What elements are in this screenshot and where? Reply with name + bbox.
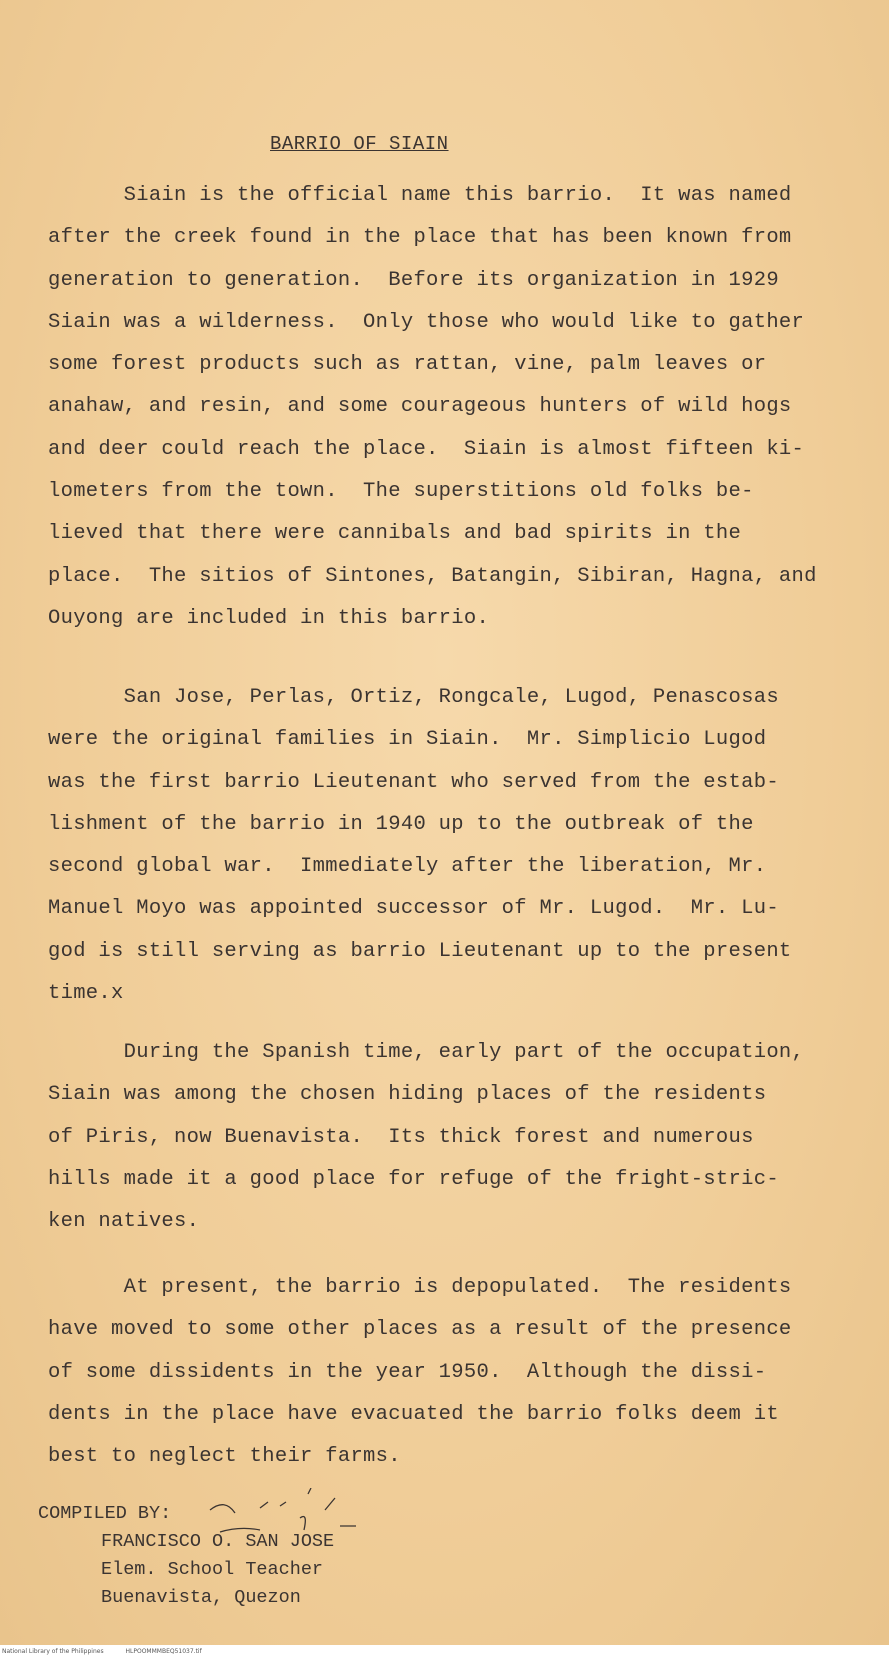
paragraph-2 (48, 677, 848, 1015)
text-line: ken natives. (48, 1210, 200, 1234)
library-credit: National Library of the Philippines (2, 1648, 104, 1655)
text-line: have moved to some other places as a result of the presence (48, 1318, 792, 1342)
text-line: place. The sitios of Sintones, Batangin, Sibiran, Hagna, and (48, 564, 817, 588)
file-code: HLPOOMMMBEQ51037.tif (125, 1648, 202, 1655)
text-line: Siain is the official name this barrio. It was named (48, 184, 792, 207)
text-line: was the first barrio Lieutenant who served from the estab- (48, 770, 779, 794)
text-line: god is still serving as barrio Lieutenant up to the present (48, 939, 792, 963)
text-line: Siain was among the chosen hiding places of the residents (48, 1083, 767, 1107)
text-line: At present, the barrio is depopulated. The residents (48, 1276, 792, 1299)
text-line: dents in the place have evacuated the barrio folks deem it (48, 1402, 779, 1426)
text-line: best to neglect their farms. (48, 1445, 401, 1469)
compiler-location: Buenavista, Quezon (101, 1587, 301, 1608)
text-line: some forest products such as rattan, vine, palm leaves or (48, 353, 767, 377)
compiled-by-label: COMPILED BY: (38, 1503, 172, 1524)
text-line: of some dissidents in the year 1950. Although the dissi- (48, 1360, 767, 1384)
paragraph-4 (48, 1267, 848, 1478)
text-line: time.x (48, 982, 124, 1006)
text-line: lieved that there were cannibals and bad spirits in the (48, 522, 742, 546)
text-line: lishment of the barrio in 1940 up to the outbreak of the (48, 812, 754, 836)
text-line: anahaw, and resin, and some courageous hunters of wild hogs (48, 395, 792, 419)
text-line: Ouyong are included in this barrio. (48, 606, 490, 630)
text-line: and deer could reach the place. Siain is almost fifteen ki- (48, 437, 805, 461)
text-line: San Jose, Perlas, Ortiz, Rongcale, Lugod, Penascosas (48, 686, 779, 709)
text-line: Siain was a wilderness. Only those who would like to gather (48, 310, 805, 334)
text-line: were the original families in Siain. Mr. Simplicio Lugod (48, 728, 767, 752)
text-line: after the creek found in the place that has been known from (48, 226, 792, 250)
paragraph-1 (48, 175, 848, 640)
text-line: Manuel Moyo was appointed successor of Mr. Lugod. Mr. Lu- (48, 897, 779, 921)
compiler-name: FRANCISCO O. SAN JOSE (101, 1531, 335, 1552)
text-line: of Piris, now Buenavista. Its thick forest and numerous (48, 1125, 754, 1149)
paragraph-3 (48, 1032, 848, 1243)
text-line: second global war. Immediately after the liberation, Mr. (48, 855, 767, 879)
text-line: generation to generation. Before its organization in 1929 (48, 268, 779, 292)
document-title: BARRIO OF SIAIN (270, 133, 449, 155)
text-line: hills made it a good place for refuge of the fright-stric- (48, 1167, 779, 1191)
text-line: lometers from the town. The superstitions old folks be- (48, 480, 754, 504)
text-line: During the Spanish time, early part of the occupation, (48, 1041, 805, 1064)
scan-footer (0, 1645, 889, 1658)
compiler-position: Elem. School Teacher (101, 1559, 324, 1580)
signature-block (38, 1500, 334, 1612)
